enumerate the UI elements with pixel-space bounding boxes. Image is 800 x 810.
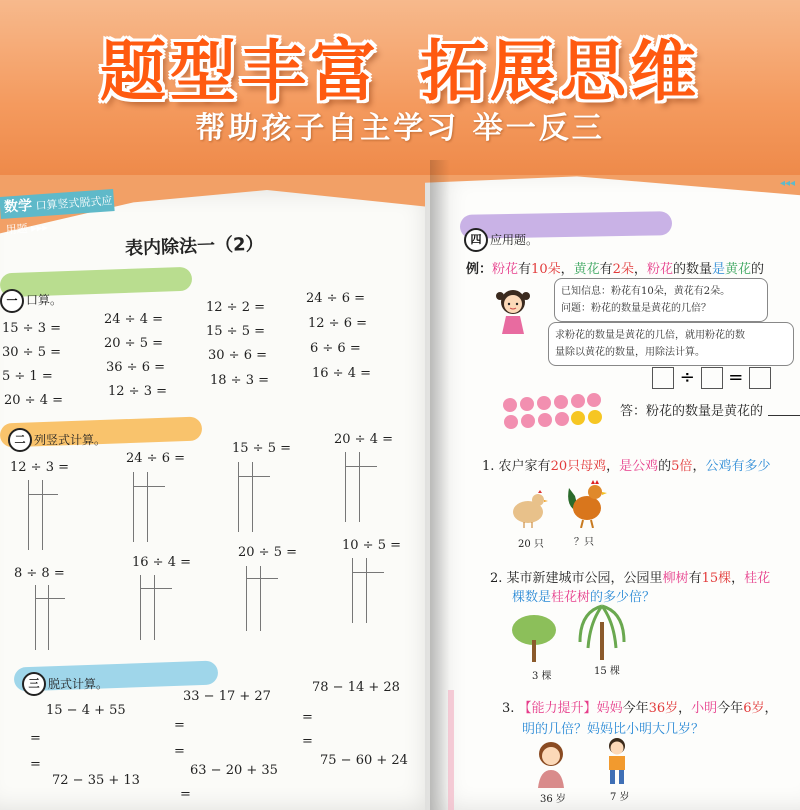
oral-problem: 30 ÷ 5 = bbox=[2, 345, 61, 360]
oral-problem: 30 ÷ 6 = bbox=[208, 348, 267, 363]
example-text: 有 bbox=[518, 262, 532, 277]
question-text: 今年 bbox=[622, 701, 649, 716]
question-3-line2 bbox=[522, 718, 704, 737]
stepwise-problem: 75 − 60 + 24 bbox=[320, 753, 408, 768]
rooster-caption: ？只 bbox=[574, 537, 594, 548]
section-label-vertical: 列竖式计算。 bbox=[34, 433, 107, 447]
section-number-badge: 二 bbox=[8, 428, 32, 452]
question-text: 15棵 bbox=[701, 571, 732, 586]
question-text: 棵数 bbox=[512, 590, 539, 605]
osmanthus-tree-icon bbox=[508, 612, 560, 662]
answer-equation bbox=[652, 367, 771, 389]
page-title: 表内除法一（2） bbox=[124, 233, 264, 260]
oral-problem: 15 ÷ 5 = bbox=[206, 324, 265, 339]
example-text: 的数量 bbox=[672, 262, 712, 277]
example-text: 10朵 bbox=[531, 262, 561, 277]
section-number-badge: 三 bbox=[22, 672, 46, 696]
oral-problem: 16 ÷ 4 = bbox=[312, 366, 371, 381]
answer-box[interactable] bbox=[749, 367, 771, 389]
equals-sign: = bbox=[302, 710, 313, 725]
question-text: 农户家有 bbox=[498, 459, 551, 474]
hint-line: 求粉花的数量是黄花的几倍，就用粉花的数 bbox=[555, 330, 745, 341]
answer-box[interactable] bbox=[701, 367, 723, 389]
age-caption: 36 岁 bbox=[540, 794, 566, 805]
tree-caption: 15 棵 bbox=[594, 666, 620, 677]
question-text: 是公鸡 bbox=[619, 459, 659, 474]
equals-sign: = bbox=[174, 744, 185, 759]
headline-right: 拓展思维 bbox=[420, 33, 700, 110]
example-text: 粉花 bbox=[492, 262, 519, 277]
info-line: 已知信息：粉花有10朵，黄花有2朵。 bbox=[561, 286, 731, 297]
question-text: 5倍 bbox=[671, 459, 693, 474]
oral-problem: 15 ÷ 3 = bbox=[2, 321, 61, 336]
mother-icon bbox=[534, 740, 568, 788]
example-text: 是 bbox=[711, 262, 725, 277]
stepwise-problem: 78 − 14 + 28 bbox=[312, 680, 400, 695]
oral-problem: 20 ÷ 4 = bbox=[4, 393, 63, 408]
age-caption: 7 岁 bbox=[610, 792, 630, 803]
equals-sign: = bbox=[728, 367, 744, 388]
vertical-problem: 24 ÷ 6 = bbox=[126, 451, 185, 466]
hint-line: 量除以黄花的数量，用除法计算。 bbox=[555, 347, 705, 358]
equals-sign: = bbox=[30, 757, 41, 772]
oral-problem: 12 ÷ 3 = bbox=[108, 384, 167, 399]
oral-problem: 24 ÷ 6 = bbox=[306, 291, 365, 306]
headline bbox=[0, 18, 800, 113]
equals-sign: = bbox=[180, 787, 191, 802]
promo-banner bbox=[0, 0, 800, 175]
divide-sign: ÷ bbox=[679, 367, 695, 388]
question-text: 36岁 bbox=[648, 701, 679, 716]
question-text: 6岁 bbox=[743, 701, 765, 716]
example-text: 黄花 bbox=[724, 262, 751, 277]
tag-text: 口算竖式脱式应用题 bbox=[5, 194, 113, 237]
question-text: ， bbox=[764, 701, 778, 716]
vertical-problem: 20 ÷ 5 = bbox=[238, 545, 297, 560]
tag-arrows: ▸▸▸ bbox=[30, 220, 49, 235]
question-tag: 【能力提升】 bbox=[518, 701, 597, 716]
question-text: ， bbox=[692, 459, 706, 474]
oral-problem: 5 ÷ 1 = bbox=[2, 369, 53, 384]
vertical-problem: 16 ÷ 4 = bbox=[132, 555, 191, 570]
headline-left: 题型丰富 bbox=[100, 33, 380, 110]
oral-problem: 12 ÷ 2 = bbox=[206, 300, 265, 315]
example-text: ， bbox=[560, 262, 574, 277]
stepwise-problem: 63 − 20 + 35 bbox=[190, 763, 278, 778]
stepwise-problem: 15 − 4 + 55 bbox=[46, 703, 126, 718]
example-text: 2朵 bbox=[612, 262, 634, 277]
stepwise-problem: 72 − 35 + 13 bbox=[52, 773, 140, 788]
oral-problem: 36 ÷ 6 = bbox=[106, 360, 165, 375]
question-text: 桂花树 bbox=[551, 590, 591, 605]
vertical-problem: 10 ÷ 5 = bbox=[342, 538, 401, 553]
stepwise-problem: 33 − 17 + 27 bbox=[183, 689, 271, 704]
hint-bubble bbox=[548, 322, 794, 366]
oral-problem: 20 ÷ 5 = bbox=[104, 336, 163, 351]
question-text: ， bbox=[678, 701, 692, 716]
example-text: 有 bbox=[599, 262, 613, 277]
hen-icon bbox=[508, 488, 548, 528]
boy-icon bbox=[602, 736, 632, 786]
example-text: 粉花 bbox=[646, 262, 673, 277]
hen-caption: 20 只 bbox=[518, 539, 544, 550]
example-text: ， bbox=[633, 262, 647, 277]
answer-line: 答：粉花的数量是黄花的 bbox=[620, 404, 764, 419]
tree-caption: 3 棵 bbox=[532, 671, 552, 682]
vertical-problem: 15 ÷ 5 = bbox=[232, 441, 291, 456]
section-label-word: 应用题。 bbox=[490, 233, 539, 247]
question-2 bbox=[490, 567, 770, 586]
equals-sign: = bbox=[302, 734, 313, 749]
vertical-problem: 20 ÷ 4 = bbox=[334, 432, 393, 447]
subject-label: 数学 bbox=[3, 197, 33, 216]
question-text: 有 bbox=[688, 571, 702, 586]
willow-tree-icon bbox=[574, 602, 630, 660]
question-text: 明 bbox=[522, 722, 536, 737]
question-text: 妈妈 bbox=[596, 701, 623, 716]
question-3 bbox=[502, 697, 777, 716]
corner-arrows: ◂◂◂ bbox=[780, 178, 796, 189]
oral-problem: 6 ÷ 6 = bbox=[310, 341, 361, 356]
question-text: 几岁？ bbox=[665, 722, 705, 737]
section-number-badge: 一 bbox=[0, 289, 24, 313]
question-number: 1. bbox=[482, 459, 495, 474]
example-prefix: 例： bbox=[466, 262, 493, 277]
section-label-stepwise: 脱式计算。 bbox=[48, 677, 109, 691]
example-text: 黄花 bbox=[573, 262, 600, 277]
question-text: 公鸡有多少 bbox=[705, 459, 771, 474]
oral-problem: 18 ÷ 3 = bbox=[210, 373, 269, 388]
oral-problem: 24 ÷ 4 = bbox=[104, 312, 163, 327]
question-text: 柳树 bbox=[662, 571, 689, 586]
question-text: 今年 bbox=[717, 701, 744, 716]
equals-sign: = bbox=[30, 731, 41, 746]
question-text: ， bbox=[731, 571, 745, 586]
section-number-badge: 四 bbox=[464, 228, 488, 252]
equals-sign: = bbox=[174, 718, 185, 733]
vertical-problem: 8 ÷ 8 = bbox=[14, 566, 65, 581]
example-line bbox=[466, 258, 764, 277]
question-number: 3. bbox=[502, 701, 515, 716]
rooster-icon bbox=[565, 478, 609, 528]
question-number: 2. bbox=[490, 571, 503, 586]
question-text: 的 bbox=[658, 459, 672, 474]
question-1 bbox=[482, 455, 770, 474]
info-bubble bbox=[554, 278, 768, 322]
answer-box[interactable] bbox=[652, 367, 674, 389]
info-line: 问题：粉花的数量是黄花的几倍？ bbox=[561, 303, 711, 314]
question-text: 的几倍？ bbox=[535, 722, 588, 737]
question-text: 桂花 bbox=[744, 571, 771, 586]
question-text: 妈妈比小明大 bbox=[587, 722, 666, 737]
example-text: 的 bbox=[751, 262, 765, 277]
vertical-problem: 12 ÷ 3 = bbox=[10, 460, 69, 475]
question-text: 20只母鸡 bbox=[550, 459, 607, 474]
question-text: ， bbox=[606, 459, 620, 474]
book-spine bbox=[430, 160, 450, 810]
question-text: 小明 bbox=[691, 701, 718, 716]
girl-illustration bbox=[490, 286, 536, 334]
question-text: 某市新建城市公园，公园里 bbox=[506, 571, 663, 586]
page-edge bbox=[448, 690, 454, 810]
subtitle: 帮助孩子自主学习 举一反三 bbox=[195, 111, 605, 146]
question-text: 是 bbox=[538, 590, 552, 605]
answer-blank[interactable] bbox=[768, 415, 800, 416]
question-text: 的多少倍？ bbox=[590, 590, 656, 605]
section-label-oral: 口算。 bbox=[26, 293, 63, 307]
oral-problem: 12 ÷ 6 = bbox=[308, 316, 367, 331]
